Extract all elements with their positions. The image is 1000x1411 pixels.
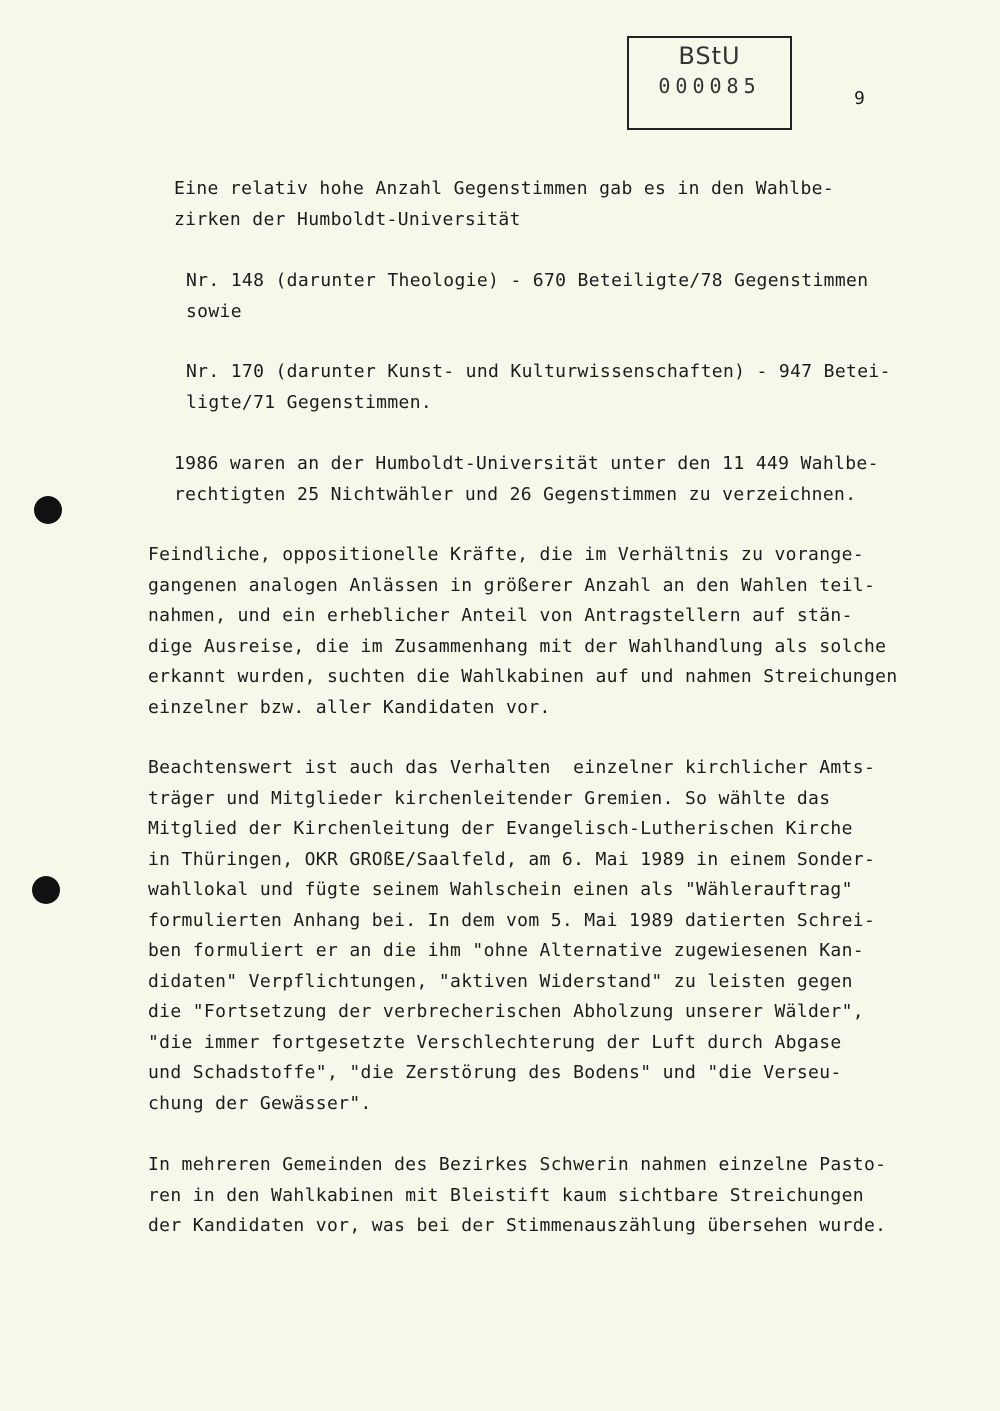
text-line: wahllokal und fügte seinem Wahlschein einen als "Wählerauftrag" <box>148 879 853 900</box>
text-line: ren in den Wahlkabinen mit Bleistift kaum sichtbare Streichungen <box>148 1184 864 1206</box>
paragraph-7 <box>148 1150 886 1242</box>
text-line: Nr. 170 (darunter Kunst- und Kulturwissenschaften) - 947 Betei- <box>186 361 891 382</box>
text-line: ben formuliert er an die ihm "ohne Alternative zugewiesenen Kan- <box>148 940 864 961</box>
text-line: zirken der Humboldt-Universität <box>174 208 521 230</box>
text-line: der Kandidaten vor, was bei der Stimmenauszählung übersehen wurde. <box>148 1215 887 1236</box>
paragraph-5 <box>148 540 898 723</box>
text-line: gangenen analogen Anlässen in größerer Anzahl an den Wahlen teil- <box>148 574 876 596</box>
text-line: sowie <box>186 300 242 322</box>
paragraph-1 <box>174 174 834 235</box>
text-line: didaten" Verpflichtungen, "aktiven Widerstand" zu leisten gegen <box>148 970 853 992</box>
stamp-number: 000085 <box>658 74 761 98</box>
paragraph-3 <box>186 357 891 418</box>
text-line: In mehreren Gemeinden des Bezirkes Schwerin nahmen einzelne Pasto- <box>148 1154 887 1175</box>
text-line: die "Fortsetzung der verbrecherischen Abholzung unserer Wälder", <box>148 1001 864 1022</box>
text-line: Feindliche, oppositionelle Kräfte, die im Verhältnis zu vorange- <box>148 544 864 565</box>
punch-hole-top <box>34 496 62 524</box>
text-line: nahmen, und ein erheblicher Anteil von Antragstellern auf stän- <box>148 605 853 626</box>
text-line: 1986 waren an der Humboldt-Universität unter den 11 449 Wahlbe- <box>174 453 879 474</box>
paragraph-2 <box>186 266 868 327</box>
text-line: erkannt wurden, suchten die Wahlkabinen auf und nahmen Streichungen <box>148 666 898 687</box>
text-line: chung der Gewässer". <box>148 1092 372 1114</box>
text-line: in Thüringen, OKR GROßE/Saalfeld, am 6. Mai 1989 in einem Sonder- <box>148 848 876 870</box>
text-line: Eine relativ hohe Anzahl Gegenstimmen gab es in den Wahlbe- <box>174 178 835 199</box>
text-line: ligte/71 Gegenstimmen. <box>186 391 433 413</box>
text-line: dige Ausreise, die im Zusammenhang mit der Wahlhandlung als solche <box>148 635 887 657</box>
text-line: formulierten Anhang bei. In dem vom 5. Mai 1989 datierten Schrei- <box>148 909 876 931</box>
text-line: und Schadstoffe", "die Zerstörung des Bodens" und "die Verseu- <box>148 1062 842 1083</box>
paragraph-6 <box>148 753 875 1119</box>
stamp-title: BStU <box>678 42 741 70</box>
text-line: rechtigten 25 Nichtwähler und 26 Gegenstimmen zu verzeichnen. <box>174 483 857 505</box>
text-line: träger und Mitglieder kirchenleitender Gremien. So wählte das <box>148 787 831 809</box>
paragraph-4 <box>174 449 879 510</box>
text-line: Beachtenswert ist auch das Verhalten einzelner kirchlicher Amts- <box>148 757 876 778</box>
page-number: 9 <box>854 88 865 109</box>
text-line: Nr. 148 (darunter Theologie) - 670 Beteiligte/78 Gegenstimmen <box>186 270 869 291</box>
text-line: "die immer fortgesetzte Verschlechterung der Luft durch Abgase <box>148 1031 842 1053</box>
punch-hole-bottom <box>32 876 60 904</box>
text-line: Mitglied der Kirchenleitung der Evangelisch-Lutherischen Kirche <box>148 818 853 839</box>
text-line: einzelner bzw. aller Kandidaten vor. <box>148 696 551 718</box>
archive-stamp <box>627 36 792 130</box>
